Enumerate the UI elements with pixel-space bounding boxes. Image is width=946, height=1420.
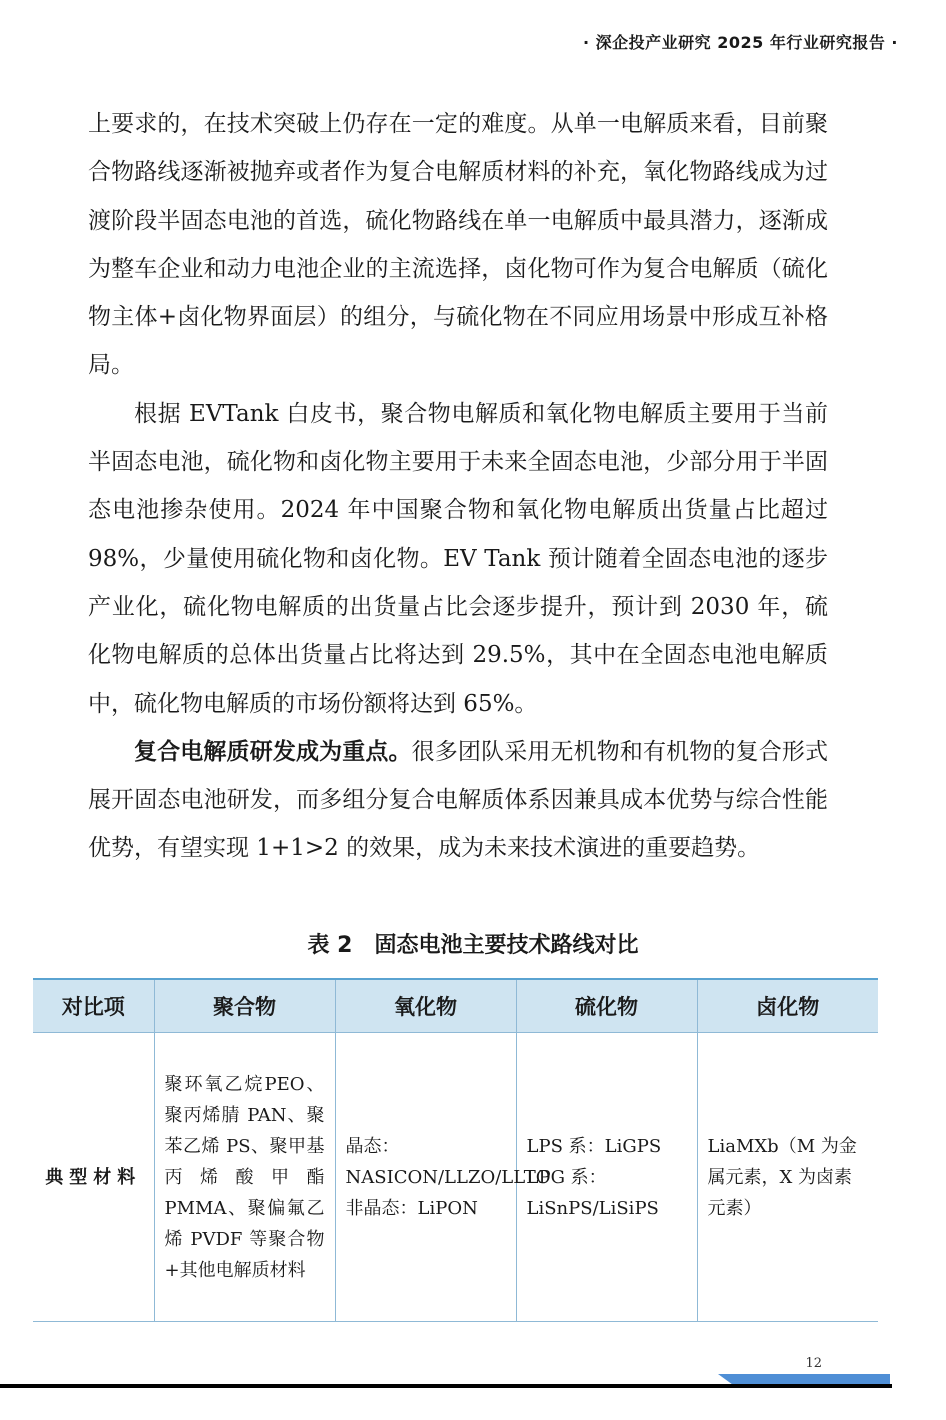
paragraph-3-lead: 复合电解质研发成为重点。 (134, 737, 412, 765)
table-title: 表 2 固态电池主要技术路线对比 (307, 933, 639, 958)
paragraph-2: 根据 EVTank 白皮书，聚合物电解质和氧化物电解质主要用于当前半固态电池，硫化物和卤化物主要用于未来全固态电池，少部分用于半固态电池掺杂使用。2024 年中国聚合物和氧化物电解质出货量占比超过 98%，少量使用硫化物和卤化物。EV Tank 预计随着全固态电池的逐步产业化，硫化物电解质的出货量占比会逐步提升，预计到 2030 年，硫化物电解质的总体出货量占比将达到 29.5%，其中在全固态电池电解质中，硫化物电解质的市场份额将达到 65%。 (88, 400, 828, 717)
table-header-row (33, 979, 878, 1033)
header-sulfide: 硫化物 (516, 979, 697, 1033)
oxide-amorphous: 非晶态：LiPON (345, 1197, 478, 1219)
report-header: · 深企投产业研究 2025 年行业研究报告 · (583, 33, 898, 52)
header-halide: 卤化物 (697, 979, 878, 1033)
row-label-typical-material: 典型材料 (33, 1033, 154, 1322)
page-number: 12 (805, 1356, 822, 1371)
sulfide-lpg: LPG 系：LiSnPS/LiSiPS (526, 1166, 659, 1219)
sulfide-lps: LPS 系：LiGPS (526, 1135, 662, 1157)
header-polymer: 聚合物 (154, 979, 335, 1033)
comparison-table (33, 978, 878, 1322)
table-row (33, 1033, 878, 1322)
cell-halide: LiaMXb（M 为金属元素，X 为卤素元素） (697, 1033, 878, 1322)
paragraph-3 (88, 728, 828, 873)
cell-sulfide (516, 1033, 697, 1322)
body-text (88, 100, 828, 873)
footer-accent-bar (718, 1374, 890, 1384)
header-oxide: 氧化物 (335, 979, 516, 1033)
paragraph-1: 上要求的，在技术突破上仍存在一定的难度。从单一电解质来看，目前聚合物路线逐渐被抛弃或者作为复合电解质材料的补充，氧化物路线成为过渡阶段半固态电池的首选，硫化物路线在单一电解质中最具潜力，逐渐成为整车企业和动力电池企业的主流选择，卤化物可作为复合电解质（硫化物主体+卤化物界面层）的组分，与硫化物在不同应用场景中形成互补格局。 (88, 111, 828, 379)
footer-rule (0, 1384, 892, 1388)
header-compare-item: 对比项 (33, 979, 154, 1033)
cell-polymer: 聚环氧乙烷PEO、聚丙烯腈 PAN、聚苯乙烯 PS、聚甲基丙烯酸甲酯 PMMA、聚偏氟乙烯 PVDF 等聚合物+其他电解质材料 (154, 1033, 335, 1322)
paragraph-3-rest: 很多团队采用无机物和有机物的复合形式展开固态电池研发，而多组分复合电解质体系因兼具成本优势与综合性能优势，有望实现 1+1>2 的效果，成为未来技术演进的重要趋势。 (88, 738, 829, 862)
oxide-crystalline: 晶态：NASICON/LLZO/LLTO (345, 1135, 551, 1188)
cell-oxide (335, 1033, 551, 1322)
